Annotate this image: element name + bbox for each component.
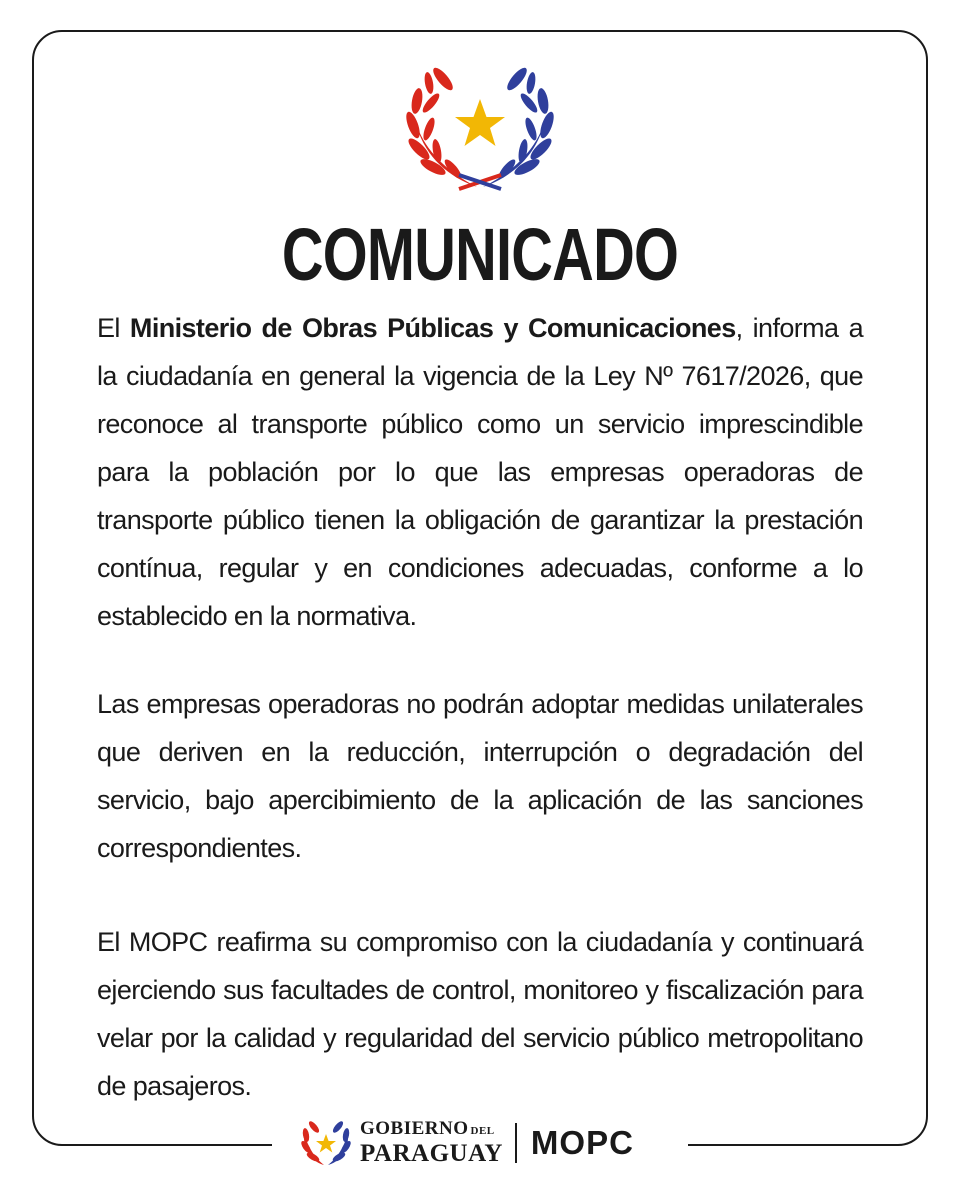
paragraph-1-text: , informa a la ciudadanía en general la vigencia de la Ley Nº 7617/2026, que reconoce al transporte público como un servicio imprescindible para la población por lo que las empresas operadoras de transporte público tienen la obligación de garantizar la prestación contínua, regular y en condiciones adecuadas, conforme a lo establecido en la normativa. — [97, 313, 863, 631]
gov-line-1: GOBIERNO — [360, 1118, 469, 1139]
paraguay-national-seal-icon — [403, 63, 557, 193]
ministry-name: Ministerio de Obras Públicas y Comunicaciones — [129, 313, 736, 343]
page-title: COMUNICADO — [281, 213, 679, 296]
gov-line-2: PARAGUAY — [360, 1140, 503, 1167]
footer-divider — [515, 1123, 517, 1163]
footer-logos — [300, 1116, 634, 1170]
government-seal-icon — [300, 1117, 352, 1169]
government-of-paraguay-wordmark — [360, 1119, 503, 1167]
mopc-logo: MOPC — [530, 1124, 634, 1161]
paragraph-3: El MOPC reafirma su compromiso con la ciudadanía y continuará ejerciendo sus facultades de control, monitoreo y fiscalización para velar por la calidad y regularidad del servicio público metropolitano de pasajeros. — [97, 927, 863, 1101]
paragraph-1-lead: El — [97, 313, 130, 343]
gov-line-1-small: DEL — [470, 1125, 495, 1137]
paragraph-1 — [97, 304, 863, 640]
paragraph-2: Las empresas operadoras no podrán adoptar medidas unilaterales que deriven en la reducción, interrupción o degradación del servicio, bajo apercibimiento de la aplicación de las sanciones correspondientes. — [97, 689, 863, 863]
